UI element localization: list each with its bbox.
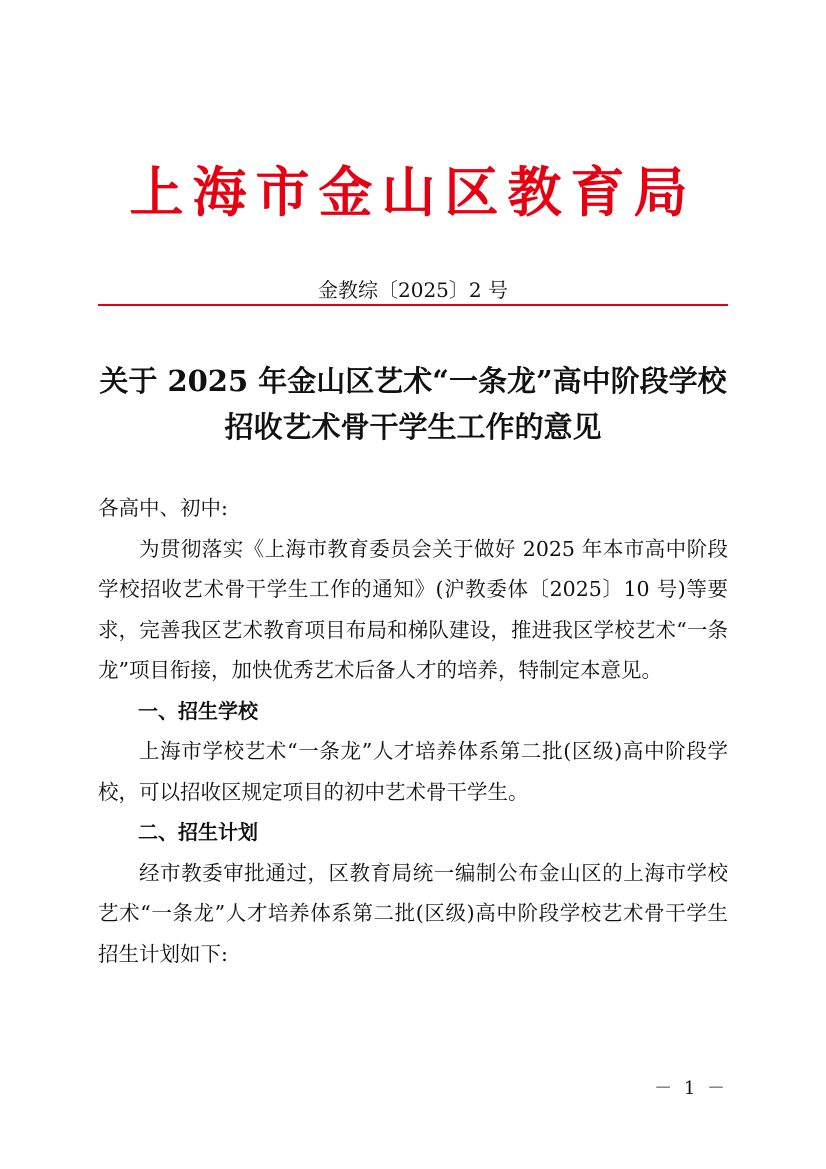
document-body	[98, 488, 728, 974]
red-divider-line	[98, 304, 728, 306]
section-2-heading: 二、招生计划	[138, 820, 258, 844]
salutation: 各高中、初中:	[98, 496, 228, 520]
section-1-paragraph: 上海市学校艺术“一条龙”人才培养体系第二批(区级)高中阶段学校，可以招收区规定项目的初中艺术骨干学生。	[98, 739, 728, 804]
issuer-name: 上海市金山区教育局	[129, 161, 697, 224]
title-line-2: 招收艺术骨干学生工作的意见	[224, 410, 602, 444]
section-1-heading: 一、招生学校	[138, 698, 258, 723]
page-number: － 1 －	[654, 1078, 728, 1099]
title-line-1: 关于 2025 年金山区艺术“一条龙”高中阶段学校	[99, 364, 727, 398]
document-number: 金教综〔2025〕2 号	[318, 278, 508, 302]
intro-paragraph: 为贯彻落实《上海市教育委员会关于做好 2025 年本市高中阶段学校招收艺术骨干学生工作的通知》(沪教委体〔2025〕10 号)等要求，完善我区艺术教育项目布局和梯队建设，推进我区学校艺术“一条龙”项目衔接，加快优秀艺术后备人才的培养，特制定本意见。	[98, 536, 728, 682]
section-2-paragraph: 经市教委审批通过，区教育局统一编制公布金山区的上海市学校艺术“一条龙”人才培养体系第二批(区级)高中阶段学校艺术骨干学生招生计划如下:	[98, 860, 728, 966]
document-title	[90, 358, 736, 450]
